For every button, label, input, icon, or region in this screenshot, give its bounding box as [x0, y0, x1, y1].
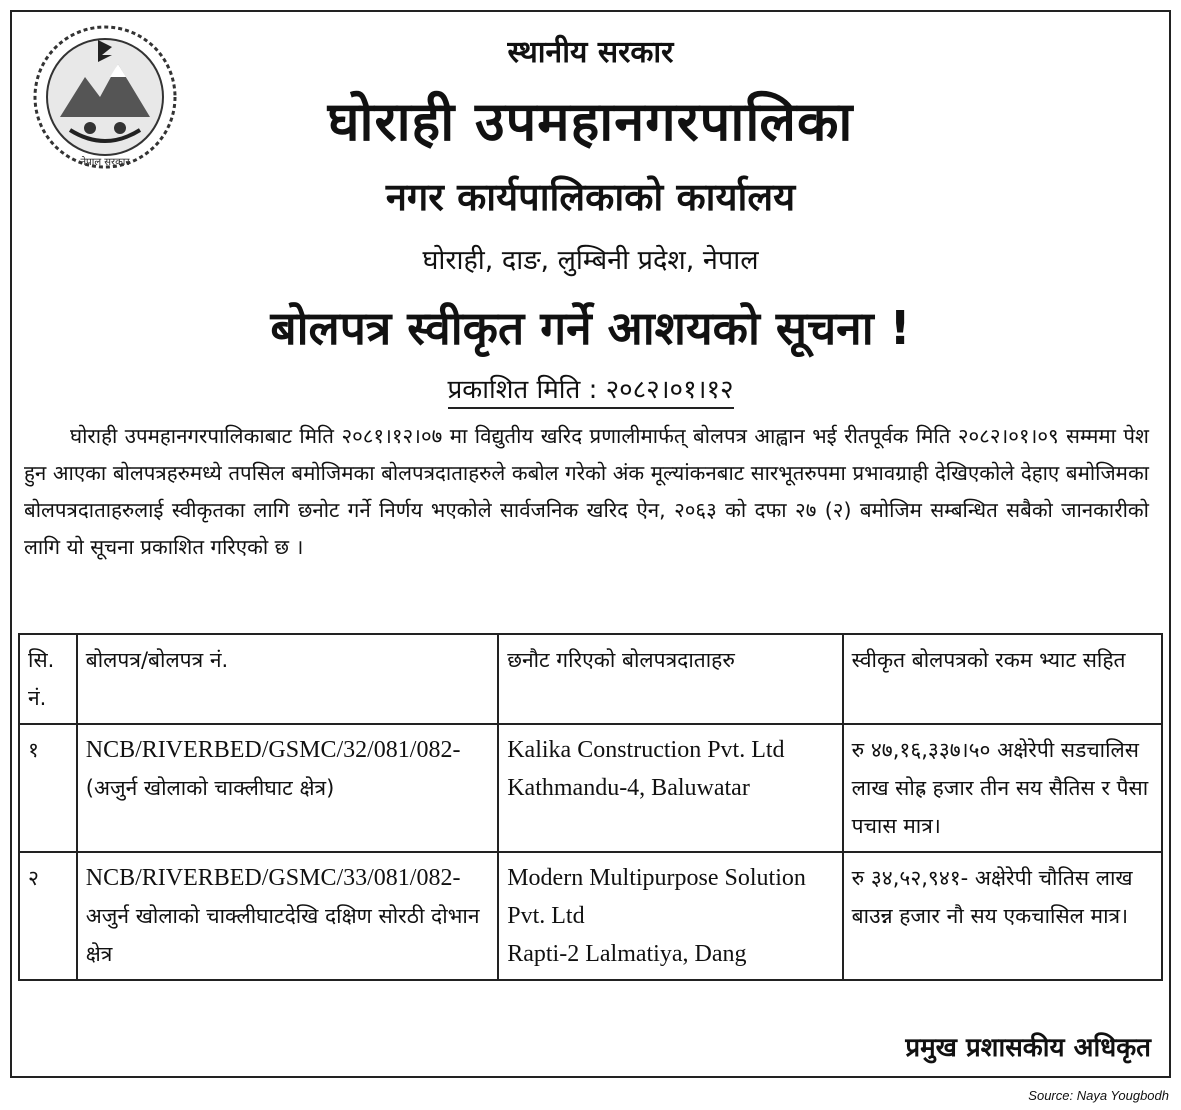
tender-number: NCB/RIVERBED/GSMC/32/081/082-: [85, 737, 461, 763]
row-sn: १: [19, 724, 77, 852]
notice-title: बोलपत्र स्वीकृत गर्ने आशयको सूचना !: [270, 301, 911, 355]
notice-body: [24, 418, 1149, 566]
svg-text:नेपाल सरकार: नेपाल सरकार: [80, 157, 130, 168]
office-address: घोराही, दाङ, लुम्बिनी प्रदेश, नेपाल: [422, 245, 759, 276]
signatory-title: प्रमुख प्रशासकीय अधिकृत: [905, 1033, 1151, 1063]
municipality-name: घोराही उपमहानगरपालिका: [327, 90, 854, 153]
notice-body-text: घोराही उपमहानगरपालिकाबाट मिति २०८१।१२।०७ मा विद्युतीय खरिद प्रणालीमार्फत् बोलपत्र आह्वान भई रीतपूर्वक मिति २०८२।०१।०९ सम्ममा पेश हुन आएका बोलपत्रहरुमध्ये तपसिल बमोजिमका बोलपत्रदाताहरुले कबोल गरेको अंक मूल्यांकनबाट सारभूतरुपमा प्रभावग्राही देखिएकोले देहाए बमोजिमका बोलपत्रदाताहरुलाई स्वीकृतका लागि छनोट गर्ने निर्णय भएकोले सार्वजनिक खरिद ऐन, २०६३ को दफा २७ (२) बमोजिम सम्बन्धित सबैको जानकारीको लागि यो सूचना प्रकाशित गरिएको छ ।: [24, 424, 1149, 559]
header-sn: सि. नं.: [19, 634, 77, 724]
header-bidder: छनौट गरिएको बोलपत्रदाताहरु: [498, 634, 842, 724]
source-credit: Source: Naya Yougbodh: [1028, 1088, 1169, 1103]
tender-description: (अजुर्न खोलाको चाक्लीघाट क्षेत्र): [85, 776, 335, 800]
bidder-address: Kathmandu-4, Baluwatar: [507, 775, 750, 801]
bidder-name: Modern Multipurpose Solution Pvt. Ltd: [507, 865, 806, 929]
tender-table: [18, 633, 1163, 981]
table-row: [19, 724, 1162, 852]
tender-description: अजुर्न खोलाको चाक्लीघाटदेखि दक्षिण सोरठी दोभान क्षेत्र: [85, 904, 480, 966]
row-tender: [77, 724, 498, 852]
local-government-heading: स्थानीय सरकार: [507, 35, 674, 70]
table-header-row: [19, 634, 1162, 724]
row-sn: २: [19, 852, 77, 980]
row-amount: रु ३४,५२,९४१- अक्षेरेपी चौतिस लाख बाउन्न हजार नौ सय एकचासिल मात्र।: [843, 852, 1162, 980]
office-name: नगर कार्यपालिकाको कार्यालय: [385, 175, 796, 219]
table-row: [19, 852, 1162, 980]
published-date: प्रकाशित मिति : २०८२।०१।१२: [0, 370, 1181, 406]
bidder-name: Kalika Construction Pvt. Ltd: [507, 737, 785, 763]
row-amount: रु ४७,१६,३३७।५० अक्षेरेपी सडचालिस लाख सोह्र हजार तीन सय सैतिस र पैसा पचास मात्र।: [843, 724, 1162, 852]
tender-number: NCB/RIVERBED/GSMC/33/081/082-: [85, 865, 461, 891]
header-tender-no: बोलपत्र/बोलपत्र नं.: [77, 634, 498, 724]
row-tender: [77, 852, 498, 980]
row-bidder: [498, 852, 842, 980]
row-bidder: [498, 724, 842, 852]
header-amount: स्वीकृत बोलपत्रको रकम भ्याट सहित: [843, 634, 1162, 724]
bidder-address: Rapti-2 Lalmatiya, Dang: [507, 941, 747, 967]
